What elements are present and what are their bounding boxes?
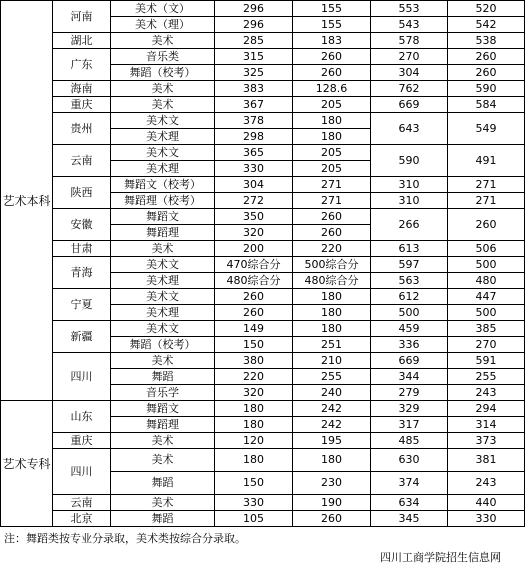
score-cell: 271 bbox=[448, 177, 525, 193]
major-cell: 美术理 bbox=[111, 305, 215, 321]
score-cell: 385 bbox=[448, 321, 525, 337]
score-cell: 205 bbox=[293, 97, 371, 113]
score-cell: 260 bbox=[448, 65, 525, 81]
score-cell: 260 bbox=[448, 49, 525, 65]
score-cell: 271 bbox=[293, 193, 371, 209]
table-row bbox=[1, 1, 525, 17]
score-cell: 643 bbox=[371, 113, 448, 145]
score-cell: 260 bbox=[448, 209, 525, 241]
score-cell: 210 bbox=[293, 353, 371, 369]
major-cell: 美术（理） bbox=[111, 17, 215, 33]
table-row bbox=[1, 81, 525, 97]
score-cell: 242 bbox=[293, 401, 371, 417]
footnote: 注：舞蹈类按专业分录取，美术类按综合分录取。 bbox=[4, 532, 246, 545]
score-cell: 105 bbox=[215, 511, 293, 527]
score-cell: 149 bbox=[215, 321, 293, 337]
score-cell: 500 bbox=[448, 257, 525, 273]
score-cell: 260 bbox=[215, 289, 293, 305]
province-cell: 四川 bbox=[53, 449, 111, 495]
score-cell: 381 bbox=[448, 449, 525, 472]
score-cell: 470综合分 bbox=[215, 257, 293, 273]
score-cell: 190 bbox=[293, 495, 371, 511]
score-cell: 251 bbox=[293, 337, 371, 353]
major-cell: 美术理 bbox=[111, 161, 215, 177]
major-cell: 舞蹈 bbox=[111, 472, 215, 495]
score-cell: 543 bbox=[371, 17, 448, 33]
major-cell: 音乐类 bbox=[111, 49, 215, 65]
score-cell: 255 bbox=[448, 369, 525, 385]
score-cell: 266 bbox=[371, 209, 448, 241]
table-row bbox=[1, 97, 525, 113]
score-cell: 613 bbox=[371, 241, 448, 257]
major-cell: 美术 bbox=[111, 241, 215, 257]
score-cell: 315 bbox=[215, 49, 293, 65]
score-cell: 180 bbox=[293, 129, 371, 145]
score-cell: 762 bbox=[371, 81, 448, 97]
score-cell: 590 bbox=[371, 145, 448, 177]
score-cell: 180 bbox=[293, 289, 371, 305]
province-cell: 宁夏 bbox=[53, 289, 111, 321]
score-cell: 242 bbox=[293, 417, 371, 433]
score-cell: 480 bbox=[448, 273, 525, 289]
score-cell: 317 bbox=[371, 417, 448, 433]
score-cell: 612 bbox=[371, 289, 448, 305]
major-cell: 美术 bbox=[111, 97, 215, 113]
score-cell: 480综合分 bbox=[293, 273, 371, 289]
score-cell: 591 bbox=[448, 353, 525, 369]
score-cell: 634 bbox=[371, 495, 448, 511]
score-cell: 553 bbox=[371, 1, 448, 17]
score-cell: 205 bbox=[293, 145, 371, 161]
score-cell: 506 bbox=[448, 241, 525, 257]
score-cell: 491 bbox=[448, 145, 525, 177]
score-cell: 365 bbox=[215, 145, 293, 161]
major-cell: 美术 bbox=[111, 353, 215, 369]
table-row bbox=[1, 33, 525, 49]
table-row bbox=[1, 49, 525, 65]
score-cell: 255 bbox=[293, 369, 371, 385]
major-cell: 美术 bbox=[111, 81, 215, 97]
table-row bbox=[1, 257, 525, 273]
major-cell: 舞蹈理 bbox=[111, 225, 215, 241]
score-cell: 378 bbox=[215, 113, 293, 129]
score-cell: 120 bbox=[215, 433, 293, 449]
major-cell: 舞蹈 bbox=[111, 369, 215, 385]
province-cell: 陕西 bbox=[53, 177, 111, 209]
category-cell: 艺术本科 bbox=[1, 1, 53, 401]
province-cell: 重庆 bbox=[53, 433, 111, 449]
score-cell: 304 bbox=[371, 65, 448, 81]
major-cell: 舞蹈（校考） bbox=[111, 337, 215, 353]
province-cell: 湖北 bbox=[53, 33, 111, 49]
province-cell: 云南 bbox=[53, 145, 111, 177]
major-cell: 美术 bbox=[111, 449, 215, 472]
score-cell: 350 bbox=[215, 209, 293, 225]
score-cell: 150 bbox=[215, 337, 293, 353]
table-row bbox=[1, 241, 525, 257]
score-cell: 329 bbox=[371, 401, 448, 417]
score-cell: 669 bbox=[371, 353, 448, 369]
score-cell: 320 bbox=[215, 385, 293, 401]
score-cell: 485 bbox=[371, 433, 448, 449]
score-cell: 285 bbox=[215, 33, 293, 49]
table-row bbox=[1, 511, 525, 527]
score-cell: 260 bbox=[293, 511, 371, 527]
score-cell: 330 bbox=[215, 161, 293, 177]
score-cell: 296 bbox=[215, 17, 293, 33]
score-cell: 310 bbox=[371, 177, 448, 193]
major-cell: 美术文 bbox=[111, 145, 215, 161]
table-row bbox=[1, 145, 525, 161]
score-cell: 459 bbox=[371, 321, 448, 337]
score-cell: 294 bbox=[448, 401, 525, 417]
score-cell: 180 bbox=[215, 449, 293, 472]
score-cell: 279 bbox=[371, 385, 448, 401]
score-cell: 542 bbox=[448, 17, 525, 33]
table-row bbox=[1, 177, 525, 193]
score-cell: 374 bbox=[371, 472, 448, 495]
table-row bbox=[1, 209, 525, 225]
score-cell: 314 bbox=[448, 417, 525, 433]
score-cell: 180 bbox=[215, 417, 293, 433]
source-credit: 四川工商学院招生信息网 bbox=[380, 551, 501, 564]
score-cell: 330 bbox=[215, 495, 293, 511]
score-cell: 630 bbox=[371, 449, 448, 472]
score-cell: 260 bbox=[293, 49, 371, 65]
score-cell: 549 bbox=[448, 113, 525, 145]
score-cell: 260 bbox=[293, 65, 371, 81]
major-cell: 舞蹈文（校考） bbox=[111, 177, 215, 193]
province-cell: 四川 bbox=[53, 353, 111, 401]
major-cell: 舞蹈 bbox=[111, 511, 215, 527]
score-cell: 578 bbox=[371, 33, 448, 49]
score-cell: 220 bbox=[293, 241, 371, 257]
province-cell: 贵州 bbox=[53, 113, 111, 145]
score-cell: 669 bbox=[371, 97, 448, 113]
score-cell: 155 bbox=[293, 1, 371, 17]
score-cell: 128.6 bbox=[293, 81, 371, 97]
score-cell: 344 bbox=[371, 369, 448, 385]
score-cell: 180 bbox=[293, 305, 371, 321]
province-cell: 山东 bbox=[53, 401, 111, 433]
major-cell: 美术理 bbox=[111, 273, 215, 289]
major-cell: 美术 bbox=[111, 33, 215, 49]
category-cell: 艺术专科 bbox=[1, 401, 53, 527]
major-cell: 舞蹈理 bbox=[111, 417, 215, 433]
table-row bbox=[1, 289, 525, 305]
score-cell: 240 bbox=[293, 385, 371, 401]
province-cell: 青海 bbox=[53, 257, 111, 289]
score-cell: 336 bbox=[371, 337, 448, 353]
table-row bbox=[1, 495, 525, 511]
score-cell: 296 bbox=[215, 1, 293, 17]
score-cell: 298 bbox=[215, 129, 293, 145]
score-cell: 383 bbox=[215, 81, 293, 97]
score-cell: 330 bbox=[448, 511, 525, 527]
score-cell: 260 bbox=[293, 209, 371, 225]
score-cell: 220 bbox=[215, 369, 293, 385]
province-cell: 北京 bbox=[53, 511, 111, 527]
score-cell: 230 bbox=[293, 472, 371, 495]
score-cell: 367 bbox=[215, 97, 293, 113]
score-cell: 447 bbox=[448, 289, 525, 305]
score-cell: 270 bbox=[448, 337, 525, 353]
table-row bbox=[1, 353, 525, 369]
score-cell: 183 bbox=[293, 33, 371, 49]
score-cell: 500 bbox=[371, 305, 448, 321]
score-cell: 310 bbox=[371, 193, 448, 209]
major-cell: 美术文 bbox=[111, 289, 215, 305]
score-cell: 200 bbox=[215, 241, 293, 257]
major-cell: 美术文 bbox=[111, 113, 215, 129]
province-cell: 安徽 bbox=[53, 209, 111, 241]
major-cell: 美术 bbox=[111, 495, 215, 511]
score-cell: 180 bbox=[293, 449, 371, 472]
province-cell: 甘肃 bbox=[53, 241, 111, 257]
table-row bbox=[1, 401, 525, 417]
score-cell: 180 bbox=[293, 113, 371, 129]
score-cell: 380 bbox=[215, 353, 293, 369]
score-cell: 597 bbox=[371, 257, 448, 273]
score-cell: 243 bbox=[448, 472, 525, 495]
table-row bbox=[1, 433, 525, 449]
table-row bbox=[1, 449, 525, 472]
major-cell: 舞蹈（校考） bbox=[111, 65, 215, 81]
major-cell: 美术文 bbox=[111, 257, 215, 273]
province-cell: 重庆 bbox=[53, 97, 111, 113]
table-row bbox=[1, 113, 525, 129]
score-cell: 272 bbox=[215, 193, 293, 209]
score-cell: 180 bbox=[293, 321, 371, 337]
score-cell: 243 bbox=[448, 385, 525, 401]
score-cell: 150 bbox=[215, 472, 293, 495]
major-cell: 美术理 bbox=[111, 129, 215, 145]
major-cell: 音乐学 bbox=[111, 385, 215, 401]
table-row bbox=[1, 321, 525, 337]
major-cell: 美术 bbox=[111, 433, 215, 449]
score-cell: 271 bbox=[448, 193, 525, 209]
score-cell: 195 bbox=[293, 433, 371, 449]
score-cell: 500综合分 bbox=[293, 257, 371, 273]
score-cell: 270 bbox=[371, 49, 448, 65]
major-cell: 舞蹈文 bbox=[111, 209, 215, 225]
province-cell: 河南 bbox=[53, 1, 111, 33]
score-cell: 260 bbox=[215, 305, 293, 321]
province-cell: 广东 bbox=[53, 49, 111, 81]
score-cell: 480综合分 bbox=[215, 273, 293, 289]
score-cell: 205 bbox=[293, 161, 371, 177]
major-cell: 舞蹈文 bbox=[111, 401, 215, 417]
score-cell: 325 bbox=[215, 65, 293, 81]
score-cell: 345 bbox=[371, 511, 448, 527]
score-cell: 500 bbox=[448, 305, 525, 321]
province-cell: 新疆 bbox=[53, 321, 111, 353]
score-cell: 304 bbox=[215, 177, 293, 193]
score-cell: 590 bbox=[448, 81, 525, 97]
score-cell: 538 bbox=[448, 33, 525, 49]
score-cell: 271 bbox=[293, 177, 371, 193]
score-cell: 520 bbox=[448, 1, 525, 17]
major-cell: 舞蹈理（校考） bbox=[111, 193, 215, 209]
major-cell: 美术（文） bbox=[111, 1, 215, 17]
score-cell: 440 bbox=[448, 495, 525, 511]
major-cell: 美术文 bbox=[111, 321, 215, 337]
score-cell: 563 bbox=[371, 273, 448, 289]
score-cell: 260 bbox=[293, 225, 371, 241]
score-cell: 373 bbox=[448, 433, 525, 449]
score-cell: 155 bbox=[293, 17, 371, 33]
score-cell: 320 bbox=[215, 225, 293, 241]
score-cell: 180 bbox=[215, 401, 293, 417]
score-cell: 584 bbox=[448, 97, 525, 113]
province-cell: 云南 bbox=[53, 495, 111, 511]
province-cell: 海南 bbox=[53, 81, 111, 97]
